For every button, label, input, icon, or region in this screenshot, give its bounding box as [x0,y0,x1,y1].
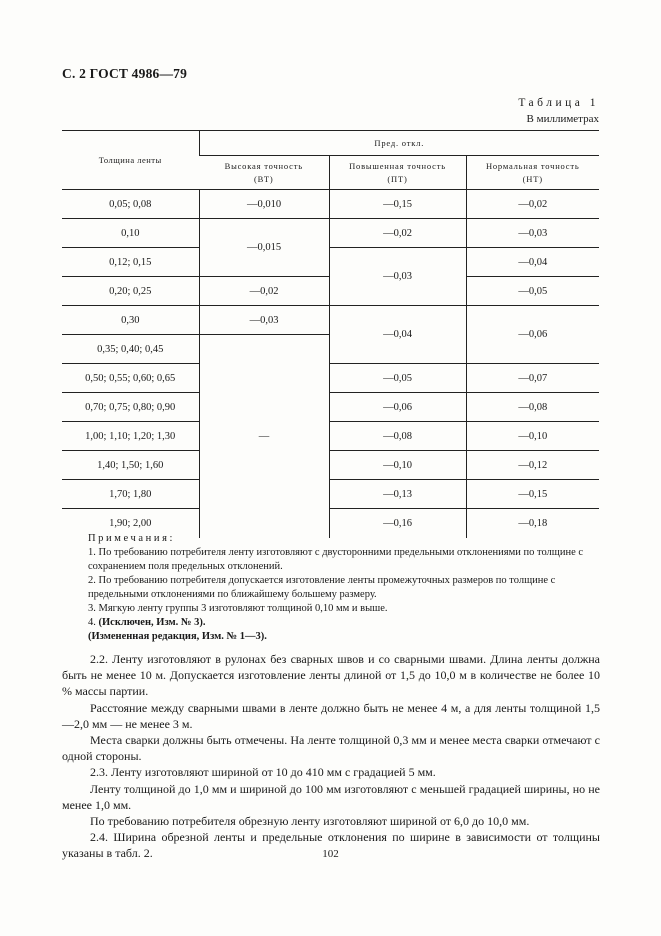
paragraph-2-4: 2.4. Ширина обрезной ленты и предельные отклонения по ширине в зависимости от толщины указаны в табл. 2. [62,830,600,861]
row-thickness: 1,70; 1,80 [62,480,199,509]
cell-nt: —0,03 [466,219,599,248]
cell-vt: —0,03 [199,306,329,335]
document-header: С. 2 ГОСТ 4986—79 [62,66,188,81]
row-thickness: 0,05; 0,08 [62,190,199,219]
tolerance-table [62,130,599,538]
note-3: 3. Мягкую ленту группы 3 изготовляют толщиной 0,10 мм и выше. [88,603,388,614]
cell-pt: —0,04 [329,306,466,364]
cell-pt: —0,05 [329,364,466,393]
paragraph-2-2: 2.2. Ленту изготовляют в рулонах без сварных швов и со сварными швами. Длина ленты должна быть не менее 10 м. Допускается изготовление ленты длиной от 1,5 до 10,0 м в количестве не более 10 % массы партии. [62,652,600,699]
paragraph-2-3: 2.3. Ленту изготовляют шириной от 10 до 410 мм с градацией 5 мм. [90,765,436,780]
table-notes [88,532,600,644]
paragraph-weld-distance: Расстояние между сварными швами в ленте должно быть не менее 4 м, а для ленты толщиной 1,5—2,0 мм — не менее 3 м. [62,700,600,731]
header-pt: Повышенная точность (ПТ) [329,156,466,190]
row-thickness: 1,90; 2,00 [109,517,152,529]
cell-pt: —0,13 [329,480,466,509]
row-thickness: 1,40; 1,50; 1,60 [62,451,199,480]
note-amendment: (Измененная редакция, Изм. № 1—3). [88,631,267,642]
cell-vt: —0,010 [199,190,329,219]
note-2: 2. По требованию потребителя допускается изготовление ленты промежуточных размеров по толщине с предельными отклонениями по ближайшему большему размеру. [88,575,556,600]
cell-pt: —0,06 [329,393,466,422]
header-vt: Высокая точность (ВТ) [199,156,329,190]
cell-nt: —0,08 [466,393,599,422]
table-row [62,364,599,393]
paragraph-trimmed-width: По требованию потребителя обрезную ленту изготовляют шириной от 6,0 до 10,0 мм. [90,814,530,829]
row-thickness: 0,70; 0,75; 0,80; 0,90 [62,393,199,422]
cell-pt: —0,02 [329,219,466,248]
cell-nt: —0,04 [466,248,599,277]
cell-nt: —0,05 [466,277,599,306]
cell-nt: —0,02 [466,190,599,219]
note-4: 4. (Исключен, Изм. № 3). [88,617,206,628]
row-thickness: 1,00; 1,10; 1,20; 1,30 [62,422,199,451]
table-caption: Таблица 1 [518,97,599,109]
cell-pt: —0,10 [329,451,466,480]
row-thickness: 0,12; 0,15 [62,248,199,277]
cell-vt: — [199,335,329,538]
table-row [62,480,599,509]
table-row [62,219,599,248]
cell-pt: —0,08 [329,422,466,451]
cell-nt: —0,18 [466,509,599,538]
row-thickness: 0,50; 0,55; 0,60; 0,65 [62,364,199,393]
cell-pt: —0,16 [329,509,466,538]
page-number: 102 [322,848,339,860]
table-row [62,306,599,335]
row-thickness: 0,30 [62,306,199,335]
table-row [62,393,599,422]
row-thickness: 0,35; 0,40; 0,45 [62,335,199,364]
cell-nt: —0,07 [466,364,599,393]
cell-nt: —0,12 [466,451,599,480]
header-nt: Нормальная точность (НТ) [466,156,599,190]
cell-vt: —0,02 [199,277,329,306]
header-tolerance-group: Пред. откл. [199,131,599,156]
note-1: 1. По требованию потребителя ленту изготовляют с двусторонними предельными отклонениями по толщине с сохранением поля предельных отклонений. [88,547,584,572]
cell-pt: —0,15 [329,190,466,219]
table-row [62,451,599,480]
notes-title: Примечания: [88,533,176,544]
document-body [62,651,600,862]
paragraph-width-gradation: Ленту толщиной до 1,0 мм и шириной до 100 мм изготовляют с меньшей градацией ширины, но не менее 1,0 мм. [62,781,600,812]
table-row [62,190,599,219]
paragraph-weld-marks: Места сварки должны быть отмечены. На ленте толщиной 0,3 мм и менее места сварки отмечают с одной стороны. [62,733,600,764]
cell-nt: —0,10 [466,422,599,451]
row-thickness: 0,20; 0,25 [62,277,199,306]
table-row [62,248,599,277]
cell-vt: —0,015 [199,219,329,277]
header-thickness: Толщина ленты [62,131,199,190]
row-thickness: 0,10 [62,219,199,248]
cell-nt: —0,15 [466,480,599,509]
table-units: В миллиметрах [526,113,599,125]
cell-nt: —0,06 [466,306,599,364]
table-row [62,422,599,451]
cell-pt: —0,03 [329,248,466,306]
